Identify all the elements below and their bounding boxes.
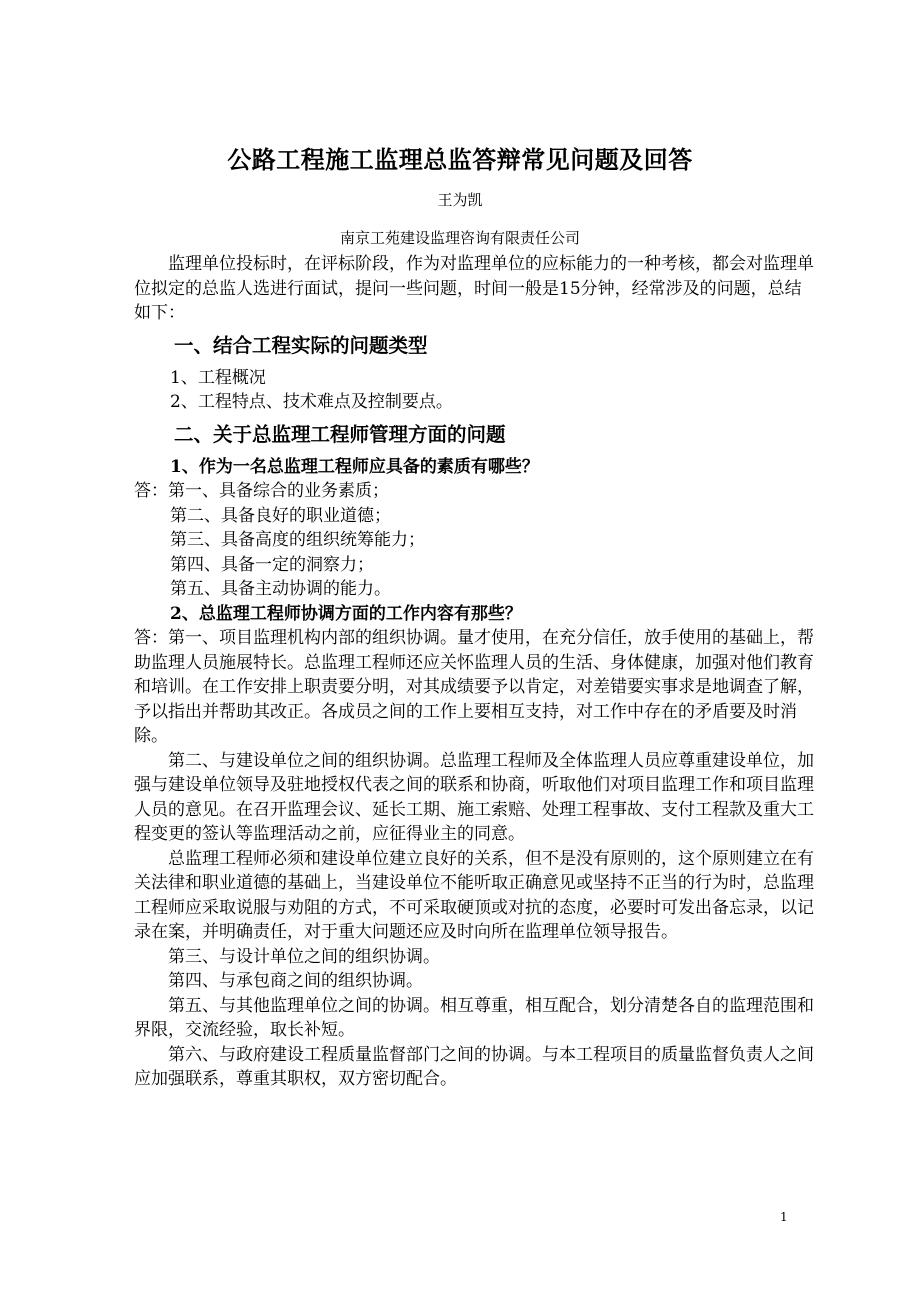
answer-2-paragraph: 第四、与承包商之间的组织协调。 (168, 971, 423, 991)
answer-1-line: 第四、具备一定的洞察力； (170, 554, 374, 575)
answer-2-paragraph: 第六、与政府建设工程质量监督部门之间的协调。与本工程项目的质量监督负责人之间应加强联系，尊重其职权，双方密切配合。 (134, 1044, 814, 1089)
answer-2-first-paragraph: 答：第一、项目监理机构内部的组织协调。量才使用，在充分信任，放手使用的基础上，帮助监理人员施展特长。总监理工程师还应关怀监理人员的生活、身体健康，加强对他们教育和培训。在工作安排上职责要分明，对其成绩要予以肯定，对差错要实事求是地调查了解，予以指出并帮助其改正。各成员之间的工作上要相互支持，对工作中存在的矛盾要及时消除。 (134, 628, 814, 746)
answer-1-first-line: 答：第一、具备综合的业务素质； (134, 481, 389, 501)
list-item: 2、工程特点、技术难点及控制要点。 (170, 392, 453, 412)
question-1: 1、作为一名总监理工程师应具备的素质有哪些？ (170, 456, 539, 477)
section-1-heading: 一、结合工程实际的问题类型 (174, 333, 428, 357)
list-item: 1、工程概况 (170, 367, 266, 388)
answer-1-line: 第三、具备高度的组织统筹能力； (170, 530, 425, 550)
answer-2-paragraph: 第五、与其他监理单位之间的协调。相互尊重，相互配合，划分清楚各自的监理范围和界限，交流经验，取长补短。 (134, 995, 814, 1040)
answer-1-line: 第二、具备良好的职业道德； (170, 505, 391, 526)
answer-1-line: 第五、具备主动协调的能力。 (170, 579, 391, 599)
document-body (134, 252, 814, 1092)
question-2: 2、总监理工程师协调方面的工作内容有那些？ (170, 603, 522, 624)
answer-2-paragraph: 总监理工程师必须和建设单位建立良好的关系，但不是没有原则的，这个原则建立在有关法律和职业道德的基础上，当建设单位不能听取正确意见或坚持不正当的行为时，总监理工程师应采取说服与劝阻的方式，不可采取硬顶或对抗的态度，必要时可发出备忘录，以记录在案，并明确责任，对于重大问题还应及时向所在监理单位领导报告。 (134, 848, 814, 942)
section-2-heading: 二、关于总监理工程师管理方面的问题 (174, 422, 506, 446)
company: 南京工苑建设监理咨询有限责任公司 (339, 229, 580, 247)
answer-2-paragraph: 第二、与建设单位之间的组织协调。总监理工程师及全体监理人员应尊重建设单位，加强与建设单位领导及驻地授权代表之间的联系和协商，听取他们对项目监理工作和项目监理人员的意见。在召开监理会议、延长工期、施工索赔、处理工程事故、支付工程款及重大工程变更的签认等监理活动之前，应征得业主的同意。 (134, 750, 814, 844)
intro-paragraph: 监理单位投标时，在评标阶段，作为对监理单位的应标能力的一种考核，都会对监理单位拟定的总监人选进行面试，提问一些问题，时间一般是15分钟，经常涉及的问题，总结如下： (134, 254, 814, 323)
document-title: 公路工程施工监理总监答辩常见问题及回答 (227, 146, 693, 174)
page-number: 1 (780, 1210, 788, 1224)
answer-2-paragraph: 第三、与设计单位之间的组织协调。 (168, 946, 440, 967)
author: 王为凯 (437, 191, 483, 209)
